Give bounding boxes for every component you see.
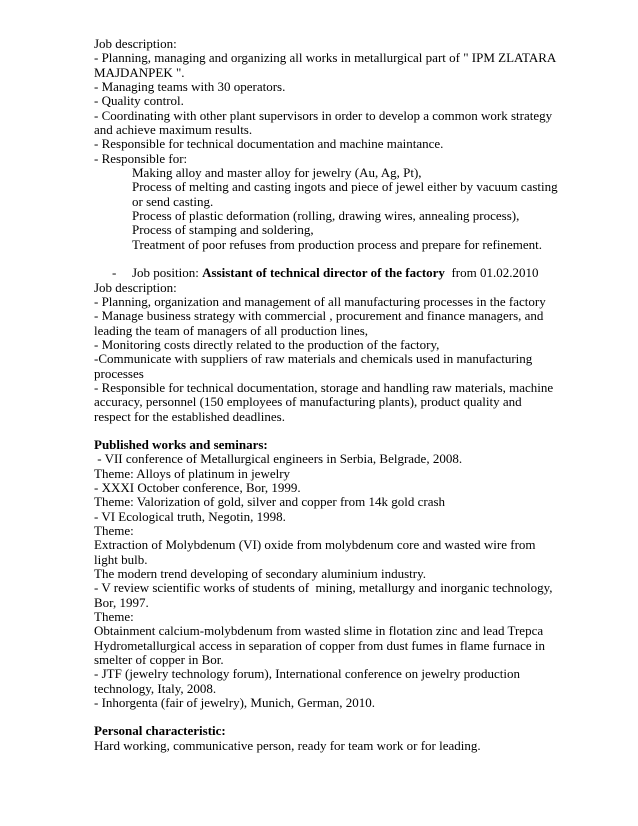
job1-line: MAJDANPEK ". [94, 64, 185, 80]
published-line: Hydrometallurgical access in separation of copper from dust fumes in flame furnace in [94, 637, 545, 653]
published-line: smelter of copper in Bor. [94, 652, 224, 668]
job2-line: leading the team of managers of all production lines, [94, 322, 368, 338]
published-line: - VII conference of Metallurgical engineers in Serbia, Belgrade, 2008. [94, 451, 463, 467]
personal-heading: Personal characteristic: [94, 723, 226, 739]
published-line: - Inhorgenta (fair of jewelry), Munich, German, 2010. [94, 695, 375, 711]
job-position-title: Assistant of technical director of the factory [202, 265, 445, 281]
job1-line: - Responsible for technical documentation and machine maintance. [94, 136, 444, 152]
spacer [94, 710, 544, 724]
published-line: Obtainment calcium-molybdenum from wasted slime in flotation zinc and lead Trepca [94, 623, 544, 639]
job1-description-heading: Job description: [94, 36, 177, 51]
spacer [94, 424, 544, 438]
job2-line: - Monitoring costs directly related to the production of the factory, [94, 336, 440, 352]
published-line: Bor, 1997. [94, 594, 149, 610]
personal-text: Hard working, communicative person, ready for team work or for leading. [94, 737, 481, 753]
job1-line: and achieve maximum results. [94, 122, 253, 138]
job2-line: - Planning, organization and management of all manufacturing processes in the factory [94, 293, 546, 309]
published-line: The modern trend developing of secondary aluminium industry. [94, 566, 427, 582]
published-line: Theme: Valorization of gold, silver and copper from 14k gold crash [94, 494, 446, 510]
published-line: - JTF (jewelry technology forum), International conference on jewelry production [94, 666, 520, 682]
job2-line: - Manage business strategy with commercial , procurement and finance managers, and [94, 308, 544, 324]
job1-line: - Quality control. [94, 93, 184, 109]
responsible-item: Process of melting and casting ingots and piece of jewel either by vacuum casting [132, 179, 558, 195]
job2-line: -Communicate with suppliers of raw materials and chemicals used in manufacturing [94, 351, 533, 367]
personal-section [94, 724, 544, 753]
job2-description-heading: Job description: [94, 279, 177, 295]
document-body [94, 36, 558, 753]
job-position-date: from 01.02.2010 [451, 265, 539, 281]
job2-section [94, 265, 554, 424]
published-line: Extraction of Molybdenum (VI) oxide from molybdenum core and wasted wire from [94, 537, 536, 553]
job1-line: - Planning, managing and organizing all works in metallurgical part of " IPM ZLATARA [94, 50, 557, 66]
published-line: - VI Ecological truth, Negotin, 1998. [94, 508, 286, 524]
job1-line: - Managing teams with 30 operators. [94, 79, 286, 95]
published-works-section [94, 436, 553, 711]
bullet-dash: - [112, 265, 117, 281]
published-line: - V review scientific works of students of mining, metallurgy and inorganic technology, [94, 580, 553, 596]
responsible-item: or send casting. [132, 193, 214, 209]
job2-line: accuracy, personnel (150 employees of manufacturing plants), product quality and [94, 394, 522, 410]
published-line: Theme: [94, 523, 134, 538]
responsible-item: Process of plastic deformation (rolling, drawing wires, annealing process), [132, 208, 520, 224]
job-position-line [94, 266, 544, 280]
responsible-item: Treatment of poor refuses from production process and prepare for refinement. [132, 236, 542, 252]
job1-description-section [94, 36, 558, 252]
responsible-item: Making alloy and master alloy for jewelry (Au, Ag, Pt), [132, 165, 422, 181]
job1-line: - Responsible for: [94, 150, 188, 166]
published-line: - XXXI October conference, Bor, 1999. [94, 479, 301, 495]
spacer [94, 252, 544, 266]
job2-line: processes [94, 365, 144, 381]
published-line: light bulb. [94, 551, 148, 567]
published-line: technology, Italy, 2008. [94, 680, 217, 696]
published-line: Theme: [94, 609, 134, 625]
job-position-label: Job position: [132, 265, 199, 281]
published-line: Theme: Alloys of platinum in jewelry [94, 465, 291, 481]
job1-line: - Coordinating with other plant supervisors in order to develop a common work strategy [94, 107, 553, 123]
published-heading: Published works and seminars: [94, 436, 268, 452]
job2-line: respect for the established deadlines. [94, 408, 285, 424]
job2-line: - Responsible for technical documentation, storage and handling raw materials, machine [94, 379, 554, 395]
responsible-item: Process of stamping and soldering, [132, 222, 314, 238]
